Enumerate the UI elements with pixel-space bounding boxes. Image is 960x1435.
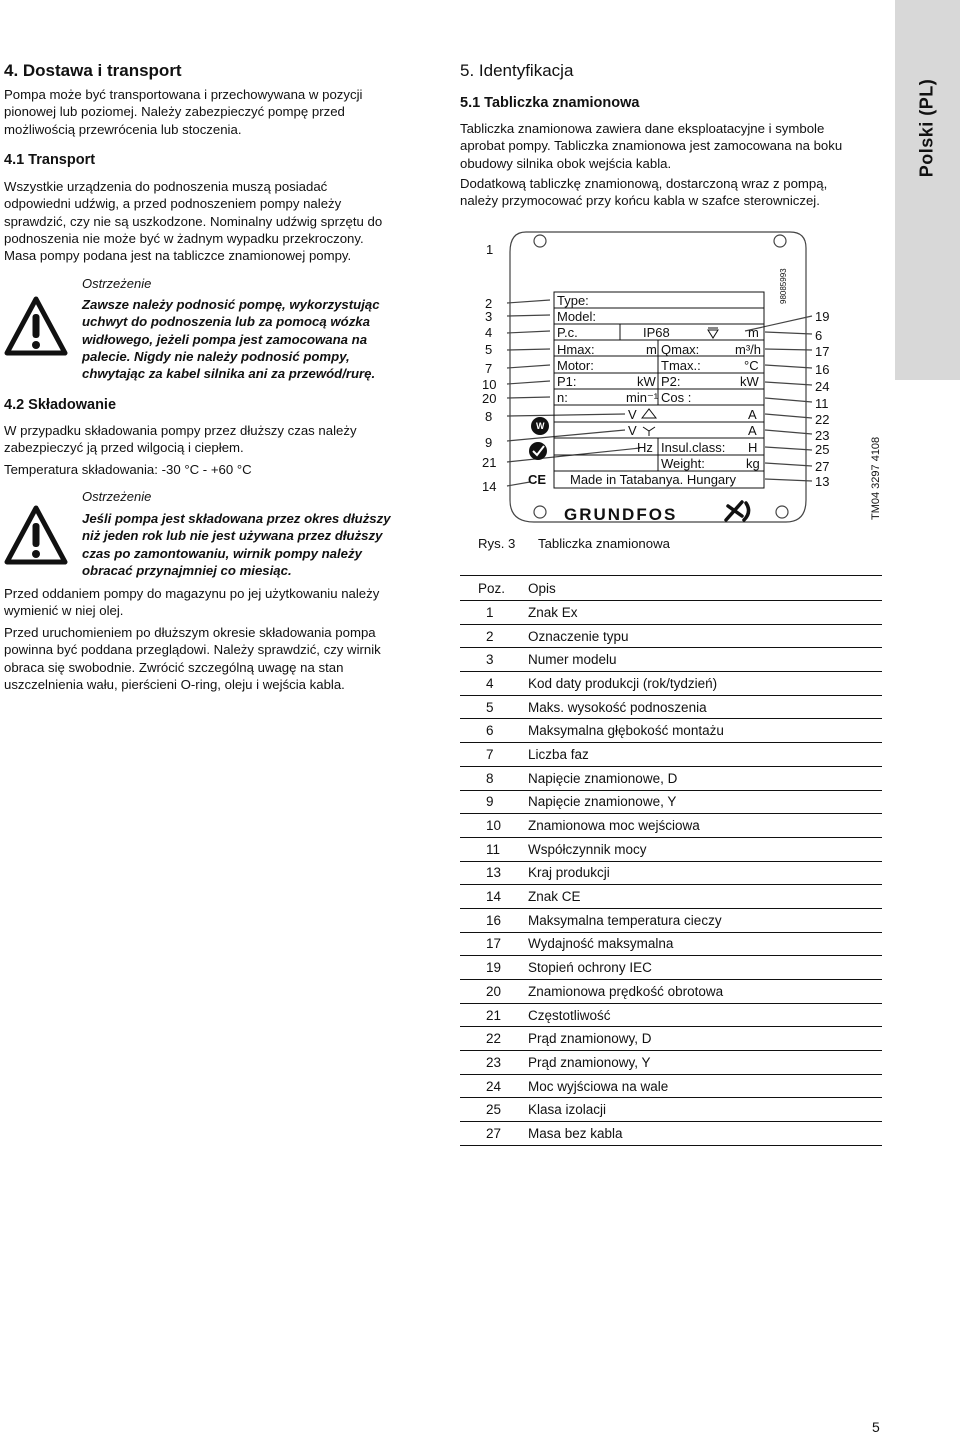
table-cell-description: Masa bez kabla (528, 1122, 882, 1146)
storage-line: wymienić w niej olej. (4, 603, 124, 619)
warning-2-label: Ostrzeżenie (82, 489, 152, 504)
plate-tmax-unit: °C (744, 358, 759, 373)
plate-callout: 14 (482, 479, 497, 494)
warning-line: niż jeden rok lub nie jest używana przez dłuższy (82, 528, 383, 544)
plate-callout: 2 (485, 296, 493, 311)
table-cell-description: Maks. wysokość podnoszenia (528, 695, 882, 719)
warning-line: widłowego, jeżeli pompa jest zamocowana na (82, 331, 368, 347)
plate-n-unit: min⁻¹ (626, 390, 659, 405)
intro-line: pionowej lub poziomej. Należy zabezpieczyć pompę przed (4, 104, 345, 120)
storage-line: obraca się swobodnie. Zwrócić szczególną uwagę na stan (4, 659, 344, 675)
table-row (460, 1051, 882, 1075)
table-cell-position: 5 (460, 695, 528, 719)
table-cell-position: 23 (460, 1051, 528, 1075)
plate-callout: 11 (815, 396, 829, 411)
nameplate-line: należy przymocować przy końcu kabla w szafce sterowniczej. (460, 193, 820, 209)
plate-ip: IP68 (643, 325, 670, 340)
warning-line: Jeśli pompa jest składowana przez okres dłuższy (82, 511, 391, 526)
table-row (460, 861, 882, 885)
table-cell-description: Współczynnik mocy (528, 837, 882, 861)
storage-line: Przed oddaniem pompy do magazynu po jej użytkowaniu należy (4, 586, 380, 601)
table-cell-position: 17 (460, 932, 528, 956)
plate-callout: 13 (815, 474, 830, 489)
table-cell-position: 9 (460, 790, 528, 814)
plate-p2: P2: (661, 374, 681, 389)
plate-insul-value: H (748, 440, 758, 455)
storage-line: uszczelnienia wału, pierścieni O-ring, oleju i wejścia kabla. (4, 676, 345, 692)
table-cell-position: 6 (460, 719, 528, 743)
position-table (460, 575, 882, 1146)
transport-line: podnoszenia nie może być w żadnym wypadku przekroczony. (4, 230, 364, 246)
plate-callout: 4 (485, 325, 493, 340)
table-cell-position: 16 (460, 908, 528, 932)
figure-label: Rys. 3 (478, 536, 516, 551)
warning-1-label: Ostrzeżenie (82, 276, 152, 291)
table-cell-position: 14 (460, 885, 528, 909)
table-row (460, 837, 882, 861)
table-cell-description: Maksymalna głębokość montażu (528, 719, 882, 743)
nameplate-title: 5.1 Tabliczka znamionowa (460, 95, 640, 111)
plate-depth-unit: m (748, 325, 759, 340)
table-cell-position: 2 (460, 624, 528, 648)
plate-insul: Insul.class: (661, 440, 726, 455)
table-row (460, 956, 882, 980)
table-row (460, 932, 882, 956)
intro-line: Pompa może być transportowana i przechowywana w pozycji (4, 87, 363, 102)
plate-callout: 21 (482, 455, 497, 470)
section-4-intro (4, 86, 414, 138)
table-cell-position: 3 (460, 648, 528, 672)
table-cell-description: Kraj produkcji (528, 861, 882, 885)
table-header-row (460, 576, 882, 601)
language-tab (895, 0, 960, 380)
nameplate-line: Tabliczka znamionowa zawiera dane eksploatacyjne i symbole (460, 121, 825, 136)
table-cell-position: 13 (460, 861, 528, 885)
storage-line: W przypadku składowania pompy przez dłuższy czas należy (4, 423, 357, 438)
plate-callout: 9 (485, 435, 493, 450)
table-row (460, 1122, 882, 1146)
storage-temperature: Temperatura składowania: -30 °C - +60 °C (4, 462, 252, 477)
table-cell-description: Prąd znamionowy, Y (528, 1051, 882, 1075)
plate-hmax-unit: m (646, 342, 657, 357)
header-opis: Opis (528, 576, 882, 601)
nameplate-text-1 (460, 120, 880, 172)
table-row (460, 980, 882, 1004)
plate-callout: 10 (482, 377, 497, 392)
storage-title: 4.2 Składowanie (4, 397, 117, 413)
table-cell-description: Znamionowa prędkość obrotowa (528, 980, 882, 1004)
ce-mark-icon: CE (528, 472, 547, 487)
grundfos-logo: GRUNDFOS (564, 505, 678, 524)
nameplate-text-2 (460, 175, 880, 210)
transport-title: 4.1 Transport (4, 152, 96, 168)
language-label: Polski (PL) (916, 78, 937, 178)
warning-1-text (82, 296, 422, 382)
table-row (460, 648, 882, 672)
table-cell-description: Liczba faz (528, 743, 882, 767)
warning-line: uchwyt do podnoszenia lub za pomocą wózka (82, 314, 370, 330)
warning-line: obracać przynajmniej co miesiąc. (82, 562, 292, 578)
transport-text (4, 178, 424, 264)
storage-text (4, 422, 424, 457)
plate-current-star: A (748, 423, 757, 438)
plate-p1-unit: kW (637, 374, 656, 389)
section-5-title: 5. Identyfikacja (460, 61, 574, 80)
table-cell-description: Numer modelu (528, 648, 882, 672)
plate-weight-unit: kg (746, 456, 760, 471)
transport-line: Wszystkie urządzenia do podnoszenia muszą posiadać (4, 179, 328, 194)
table-cell-description: Znak Ex (528, 601, 882, 625)
plate-callout: 24 (815, 379, 830, 394)
table-row (460, 885, 882, 909)
plate-callout: 8 (485, 409, 493, 424)
plate-callout: 6 (815, 328, 823, 343)
table-row (460, 743, 882, 767)
plate-motor: Motor: (557, 358, 594, 373)
table-cell-position: 8 (460, 766, 528, 790)
plate-callout: 25 (815, 442, 830, 457)
plate-callout: 17 (815, 344, 830, 359)
svg-text:W: W (536, 421, 545, 431)
table-cell-position: 27 (460, 1122, 528, 1146)
table-row (460, 790, 882, 814)
plate-cos: Cos : (661, 390, 692, 405)
table-cell-position: 20 (460, 980, 528, 1004)
plate-qmax: Qmax: (661, 342, 700, 357)
table-cell-position: 4 (460, 672, 528, 696)
table-row (460, 719, 882, 743)
plate-callout: 23 (815, 428, 830, 443)
table-cell-position: 25 (460, 1098, 528, 1122)
table-row (460, 695, 882, 719)
warning-icon (4, 505, 68, 565)
warning-line: czas po zamontowaniu, wirnik pompy należy (82, 545, 362, 561)
table-cell-position: 24 (460, 1074, 528, 1098)
plate-callout: 19 (815, 309, 830, 324)
nameplate-line: aprobat pompy. Tabliczka znamionowa jest zamocowana na boku (460, 138, 843, 154)
plate-qmax-unit: m³/h (735, 342, 761, 357)
plate-callout: 3 (485, 309, 493, 324)
table-cell-description: Prąd znamionowy, D (528, 1027, 882, 1051)
warning-line: palecie. Nigdy nie należy podnosić pompy, (82, 348, 350, 364)
storage-line: powinna być poddana przeglądowi. Należy sprawdzić, czy wirnik (4, 642, 381, 658)
table-cell-description: Kod daty produkcji (rok/tydzień) (528, 672, 882, 696)
table-row (460, 624, 882, 648)
header-poz: Poz. (460, 576, 528, 601)
warning-2-text (82, 510, 422, 579)
table-row (460, 1003, 882, 1027)
plate-tmax: Tmax.: (661, 358, 701, 373)
plate-current-delta: A (748, 407, 757, 422)
plate-callout: 22 (815, 412, 830, 427)
table-cell-position: 19 (460, 956, 528, 980)
plate-type: Type: (557, 293, 589, 308)
plate-callout: 1 (486, 242, 494, 257)
table-cell-description: Moc wyjściowa na wale (528, 1074, 882, 1098)
storage-line: zabezpieczyć ją przed wilgocią i ciepłem. (4, 440, 244, 456)
plate-vertical-code: 98085993 (779, 268, 788, 304)
section-4-title: 4. Dostawa i transport (4, 61, 182, 80)
figure-caption: Tabliczka znamionowa (538, 536, 670, 551)
table-cell-position: 21 (460, 1003, 528, 1027)
table-cell-description: Napięcie znamionowe, Y (528, 790, 882, 814)
table-row (460, 672, 882, 696)
plate-p2-unit: kW (740, 374, 759, 389)
table-cell-description: Maksymalna temperatura cieczy (528, 908, 882, 932)
table-cell-position: 7 (460, 743, 528, 767)
table-cell-description: Znamionowa moc wejściowa (528, 814, 882, 838)
table-row (460, 601, 882, 625)
table-cell-description: Napięcie znamionowe, D (528, 766, 882, 790)
table-cell-description: Oznaczenie typu (528, 624, 882, 648)
plate-model: Model: (557, 309, 597, 324)
table-cell-position: 10 (460, 814, 528, 838)
plate-hmax: Hmax: (557, 342, 595, 357)
warning-icon (4, 296, 68, 356)
plate-callout: 16 (815, 362, 830, 377)
plate-hz: Hz (637, 440, 653, 455)
plate-voltage-delta: V (628, 407, 637, 422)
storage-line: Przed uruchomieniem po dłuższym okresie składowania pompa (4, 625, 376, 640)
table-cell-position: 22 (460, 1027, 528, 1051)
storage-text-3 (4, 624, 424, 693)
plate-pc: P.c. (557, 325, 578, 340)
table-cell-description: Częstotliwość (528, 1003, 882, 1027)
transport-line: odpowiedni udźwig, a przed podnoszeniem pompy należy (4, 196, 342, 212)
plate-callout: 20 (482, 391, 497, 406)
intro-line: możliwością przewrócenia lub stoczenia. (4, 121, 242, 137)
warning-line: Zawsze należy podnosić pompę, wykorzystując (82, 297, 380, 312)
plate-voltage-star: V (628, 423, 637, 438)
table-cell-description: Klasa izolacji (528, 1098, 882, 1122)
plate-callout: 27 (815, 459, 830, 474)
transport-line: sprawdzić, czy nie są uszkodzone. Nominalny udźwig sprzętu do (4, 213, 383, 229)
warning-line: chwytając za kabel silnika ani za przewód/rurę. (82, 366, 376, 382)
table-cell-position: 11 (460, 837, 528, 861)
table-row (460, 908, 882, 932)
table-cell-description: Wydajność maksymalna (528, 932, 882, 956)
table-row (460, 766, 882, 790)
plate-made-in: Made in Tatabanya. Hungary (570, 472, 736, 487)
table-row (460, 1027, 882, 1051)
table-row (460, 814, 882, 838)
nameplate-line: Dodatkową tabliczkę znamionową, dostarczoną wraz z pompą, (460, 176, 828, 191)
figure-code: TM04 3297 4108 (870, 436, 882, 520)
plate-callout: 7 (485, 361, 493, 376)
table-row (460, 1074, 882, 1098)
plate-weight: Weight: (661, 456, 705, 471)
plate-callout: 5 (485, 342, 493, 357)
table-row (460, 1098, 882, 1122)
page-number: 5 (872, 1419, 880, 1435)
table-cell-description: Stopień ochrony IEC (528, 956, 882, 980)
transport-line: Masa pompy podana jest na tabliczce znamionowej pompy. (4, 248, 352, 264)
plate-p1: P1: (557, 374, 577, 389)
plate-n: n: (557, 390, 568, 405)
storage-text-2 (4, 585, 424, 620)
nameplate-line: obudowy silnika obok wejścia kabla. (460, 155, 672, 171)
table-cell-description: Znak CE (528, 885, 882, 909)
table-cell-position: 1 (460, 601, 528, 625)
